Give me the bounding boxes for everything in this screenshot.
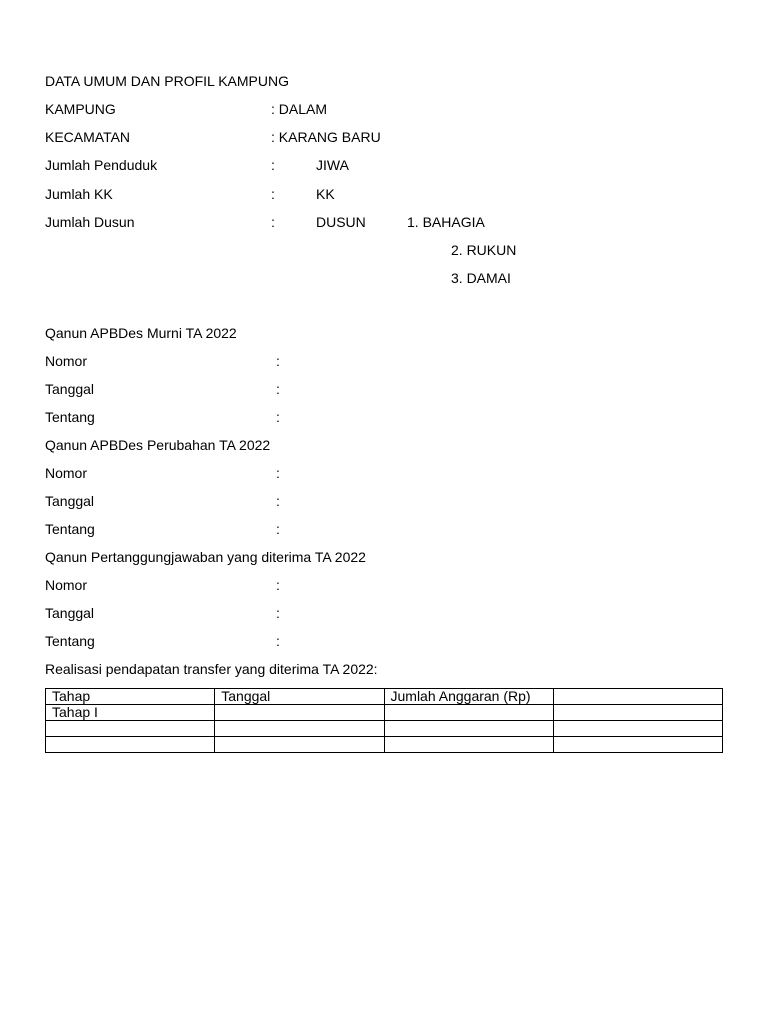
qanun-pertanggungjawaban-heading: Qanun Pertanggungjawaban yang diterima TA 2022 [45, 549, 366, 565]
table-header-cell: Tanggal [215, 689, 384, 705]
dusun-item: 2. RUKUN [451, 242, 517, 258]
kk-colon: : [271, 186, 275, 202]
table-cell [384, 705, 553, 721]
table-cell [215, 705, 384, 721]
penduduk-colon: : [271, 157, 275, 173]
qanun-perubahan-tentang-colon: : [276, 521, 280, 537]
qanun-murni-tentang-colon: : [276, 409, 280, 425]
kk-label: Jumlah KK [45, 186, 113, 202]
kampung-label: KAMPUNG [45, 101, 116, 117]
penduduk-unit: JIWA [316, 157, 349, 173]
realisasi-table [45, 688, 723, 753]
kk-unit: KK [316, 186, 335, 202]
table-cell [215, 737, 384, 753]
dusun-colon: : [271, 214, 275, 230]
qanun-pertanggungjawaban-tanggal-colon: : [276, 605, 280, 621]
qanun-perubahan-nomor-label: Nomor [45, 465, 88, 481]
qanun-perubahan-nomor-colon: : [276, 465, 280, 481]
qanun-murni-nomor-colon: : [276, 353, 280, 369]
table-header-cell: Tahap [46, 689, 215, 705]
table-cell: Tahap I [46, 705, 215, 721]
table-cell [384, 737, 553, 753]
table-header-cell: Jumlah Anggaran (Rp) [384, 689, 553, 705]
table-header-cell [553, 689, 722, 705]
qanun-pertanggungjawaban-tentang-label: Tentang [45, 633, 95, 649]
table-row [46, 737, 723, 753]
qanun-pertanggungjawaban-tanggal-label: Tanggal [45, 605, 95, 621]
table-cell [553, 705, 722, 721]
dusun-unit: DUSUN [316, 214, 366, 230]
kecamatan-value: : KARANG BARU [271, 129, 381, 145]
qanun-murni-tentang-label: Tentang [45, 409, 95, 425]
qanun-pertanggungjawaban-nomor-colon: : [276, 577, 280, 593]
table-cell [553, 737, 722, 753]
table-cell [46, 721, 215, 737]
qanun-murni-nomor-label: Nomor [45, 353, 88, 369]
penduduk-label: Jumlah Penduduk [45, 157, 158, 173]
qanun-perubahan-heading: Qanun APBDes Perubahan TA 2022 [45, 437, 271, 453]
table-row [46, 705, 723, 721]
table-header-row [46, 689, 723, 705]
table-cell [215, 721, 384, 737]
kampung-value: : DALAM [271, 101, 328, 117]
table-cell [46, 737, 215, 753]
document-title: DATA UMUM DAN PROFIL KAMPUNG [45, 73, 289, 89]
dusun-label: Jumlah Dusun [45, 214, 135, 230]
qanun-perubahan-tanggal-label: Tanggal [45, 493, 95, 509]
qanun-pertanggungjawaban-tentang-colon: : [276, 633, 280, 649]
qanun-pertanggungjawaban-nomor-label: Nomor [45, 577, 88, 593]
dusun-item: 3. DAMAI [451, 270, 511, 286]
dusun-item: 1. BAHAGIA [407, 214, 485, 230]
realisasi-heading: Realisasi pendapatan transfer yang diterima TA 2022: [45, 661, 378, 677]
qanun-perubahan-tanggal-colon: : [276, 493, 280, 509]
table-cell [384, 721, 553, 737]
table-row [46, 721, 723, 737]
qanun-murni-heading: Qanun APBDes Murni TA 2022 [45, 325, 237, 341]
kecamatan-label: KECAMATAN [45, 129, 131, 145]
qanun-murni-tanggal-label: Tanggal [45, 381, 95, 397]
qanun-murni-tanggal-colon: : [276, 381, 280, 397]
table-cell [553, 721, 722, 737]
qanun-perubahan-tentang-label: Tentang [45, 521, 95, 537]
